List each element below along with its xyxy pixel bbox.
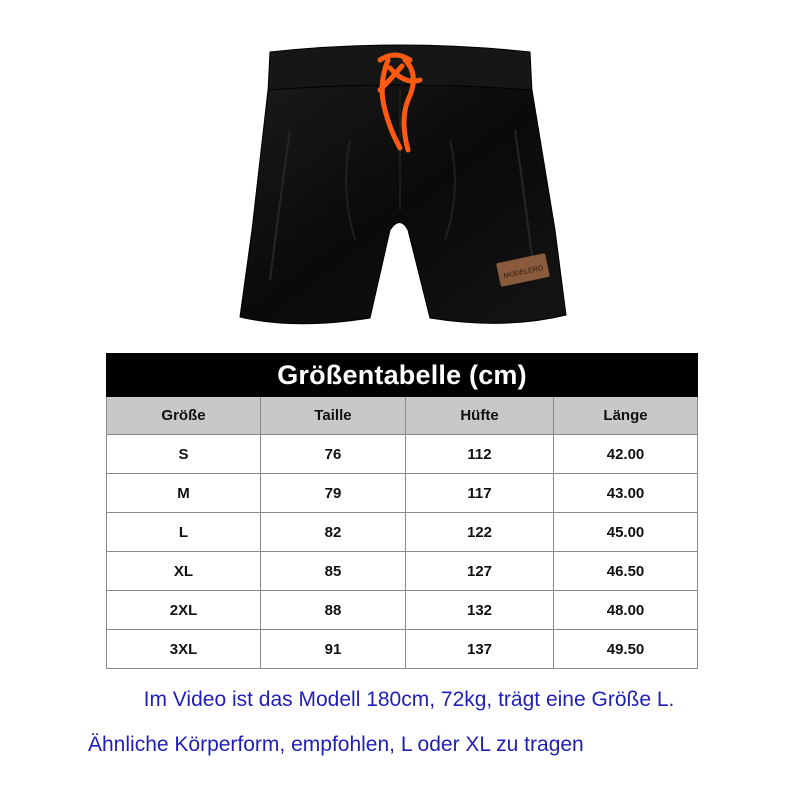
header-length: Länge	[554, 397, 698, 435]
cell-waist: 76	[261, 435, 406, 474]
size-recommendation-note: Ähnliche Körperform, empfohlen, L oder XL zu tragen	[88, 733, 584, 756]
swim-shorts-image	[230, 30, 570, 340]
svg-text:MODELERO: MODELERO	[503, 264, 544, 281]
model-info-note: Im Video ist das Modell 180cm, 72kg, trägt eine Größe L.	[143, 688, 675, 711]
cell-length: 49.50	[554, 630, 698, 669]
header-waist: Taille	[261, 397, 406, 435]
cell-waist: 88	[261, 591, 406, 630]
cell-length: 42.00	[554, 435, 698, 474]
table-title-row	[107, 354, 698, 397]
cell-hip: 137	[406, 630, 554, 669]
cell-size: 2XL	[107, 591, 261, 630]
cell-hip: 122	[406, 513, 554, 552]
cell-length: 48.00	[554, 591, 698, 630]
cell-hip: 127	[406, 552, 554, 591]
cell-waist: 85	[261, 552, 406, 591]
table-header-row	[107, 397, 698, 435]
size-chart-table	[106, 353, 698, 669]
table-row	[107, 474, 698, 513]
table-row	[107, 513, 698, 552]
header-size: Größe	[107, 397, 261, 435]
table-row	[107, 630, 698, 669]
cell-size: S	[107, 435, 261, 474]
cell-length: 45.00	[554, 513, 698, 552]
cell-hip: 112	[406, 435, 554, 474]
cell-length: 46.50	[554, 552, 698, 591]
cell-length: 43.00	[554, 474, 698, 513]
cell-waist: 79	[261, 474, 406, 513]
cell-hip: 132	[406, 591, 554, 630]
cell-waist: 91	[261, 630, 406, 669]
table-row	[107, 552, 698, 591]
header-hip: Hüfte	[406, 397, 554, 435]
cell-size: M	[107, 474, 261, 513]
cell-waist: 82	[261, 513, 406, 552]
cell-hip: 117	[406, 474, 554, 513]
cell-size: XL	[107, 552, 261, 591]
table-row	[107, 435, 698, 474]
cell-size: L	[107, 513, 261, 552]
cell-size: 3XL	[107, 630, 261, 669]
table-title: Größentabelle (cm)	[107, 354, 698, 397]
table-row	[107, 591, 698, 630]
